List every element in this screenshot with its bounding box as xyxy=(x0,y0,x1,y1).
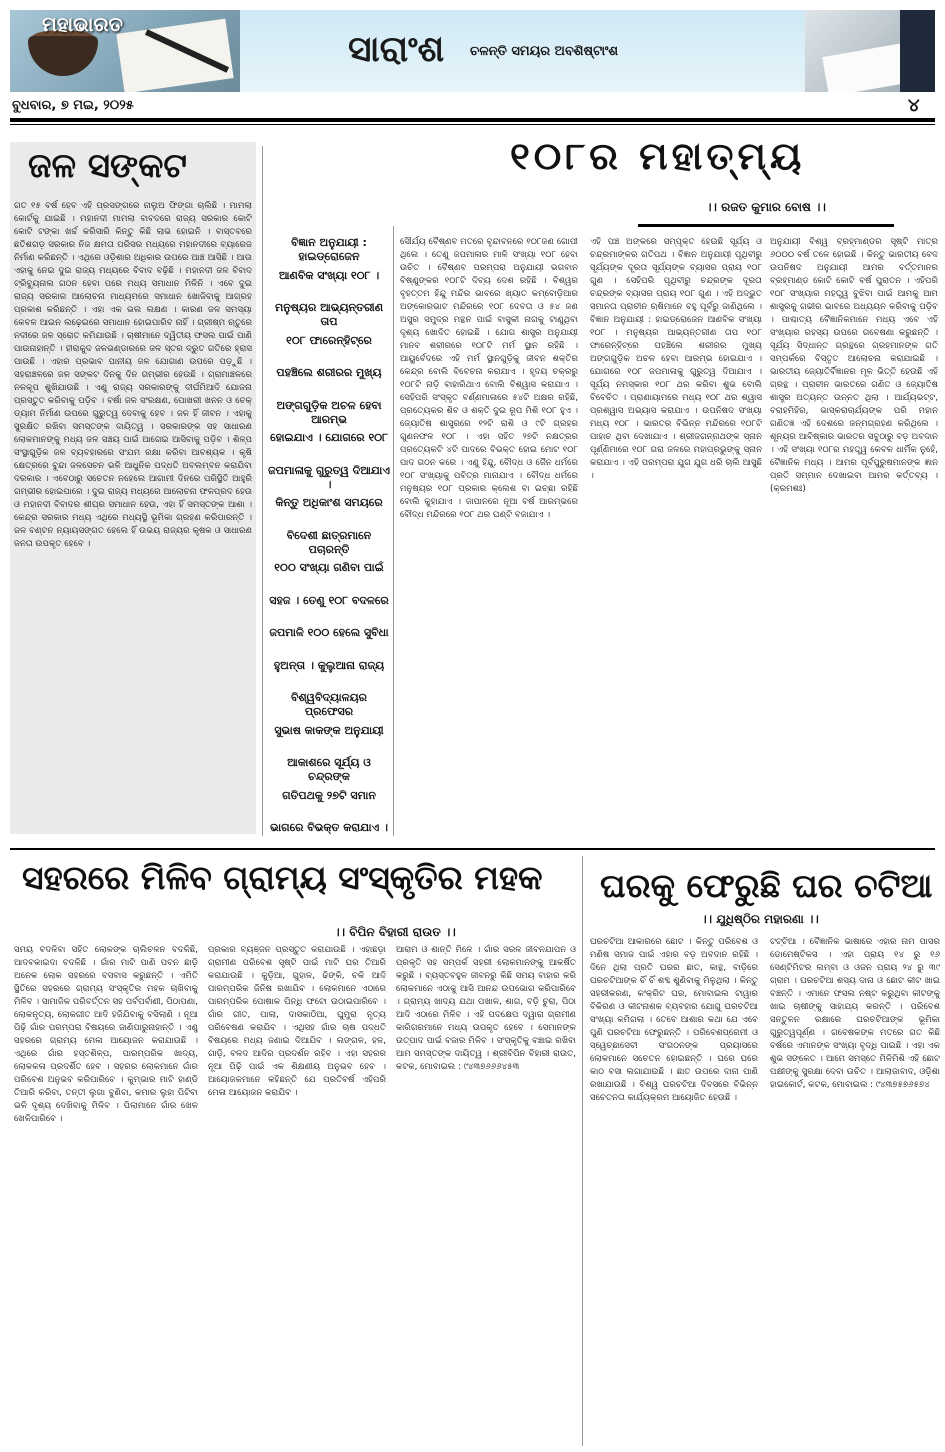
keyword-line: ସୁଭାଷ କାକଙ୍କ ଅନୁଯାୟୀ xyxy=(274,723,384,737)
section-title: ସାରାଂଶ xyxy=(348,28,445,70)
keyword-line: ଗତିପଥକୁ ୨୭ଟି ସମାନ xyxy=(282,788,376,802)
keyword-line: ଜପମାଳି ୧୦୦ ହେଲେ ସୁବିଧା xyxy=(269,626,389,639)
column-divider xyxy=(393,226,394,836)
keyword-line: ଜପମାଳାକୁ ଗୁରୁତ୍ୱ ଦିଆଯାଏ । xyxy=(268,463,390,491)
column-divider xyxy=(582,856,583,1446)
keyword-line: ଭାଗରେ ବିଭକ୍ତ କରାଯାଏ । xyxy=(269,821,389,834)
masthead-banner xyxy=(10,10,935,92)
feature-column-2: ଏହି ପଞ୍ଚ ଅଙ୍କରେ ସମ୍ପୃକ୍ତ ହେଉଛି ସୂର୍ଯ୍ୟ ଓ ଚନ୍ଦ୍ରମାଙ୍କର ଗତିପଥ । ବିଜ୍ଞାନ ଅନୁଯାୟୀ ପୃଥିବୀରୁ ସୂର୍ଯ୍ୟଙ୍କ ଦୂରତା ସୂର୍ଯ୍ୟଙ୍କ ବ୍ୟାସର ପ୍ରାୟ ୧୦୮ ଗୁଣ । ସେହିପରି ପୃଥିବୀରୁ ଚନ୍ଦ୍ରଙ୍କ ଦୂରତା ଚନ୍ଦ୍ରଙ୍କ ବ୍ୟାସର ପ୍ରାୟ ୧୦୮ ଗୁଣ । ଏହି ଅଦ୍ଭୁତ ସମାନତା ପ୍ରାଚୀନ ଋଷିମାନେ ବହୁ ପୂର୍ବରୁ ଜାଣିଥିଲେ । ବିଜ୍ଞାନ ଅନୁଯାୟୀ : ହାଇଡ୍ରୋଜେନ ଆଣବିକ ସଂଖ୍ୟା ୧୦୮ । ମନୁଷ୍ୟର ଆଭ୍ୟନ୍ତରୀଣ ତାପ ୧୦୮ ଫାରେନ୍‌ହିଟ୍‌ରେ ପହଞ୍ଚିଲେ ଶରୀରର ମୁଖ୍ୟ ଅଙ୍ଗଗୁଡ଼ିକ ଅଚଳ ହେବା ଆରମ୍ଭ ହୋଇଯାଏ । ଯୋଗରେ ୧୦୮ ଜପମାଳାକୁ ଗୁରୁତ୍ୱ ଦିଆଯାଏ । ସୂର୍ଯ୍ୟ ନମସ୍କାର ୧୦୮ ଥର କରିବା ଶୁଭ ବୋଲି ବିବେଚିତ । ପ୍ରାଣାୟାମରେ ମଧ୍ୟ ୧୦୮ ଥର ଶ୍ୱାସ ପ୍ରଶ୍ୱାସ ଅଭ୍ୟାସ କରାଯାଏ । ଉପନିଷଦ ସଂଖ୍ୟା ମଧ୍ୟ ୧୦୮ । ଭାରତର ବିଭିନ୍ନ ମନ୍ଦିରରେ ୧୦୮ଟି ପାହାଚ ଥିବା ଦେଖାଯାଏ । ଶ୍ରୀଜଗନ୍ନାଥଙ୍କ ସ୍ନାନ ପୂର୍ଣ୍ଣିମାରେ ୧୦୮ ଗରା ଜଳରେ ମହାପ୍ରଭୁଙ୍କୁ ସ୍ନାନ କରାଯାଏ । ଏହି ପରମ୍ପରା ଯୁଗ ଯୁଗ ଧରି ଚାଲି ଆସୁଛି । xyxy=(590,237,762,481)
header-rule-thin xyxy=(10,124,935,125)
editorial-title: ଜଳ ସଙ୍କଟ xyxy=(28,146,187,186)
keyword-line: ହୁଅନ୍ତା । କୁଲୁଆନା ରାଜ୍ୟ xyxy=(273,658,385,672)
article-left-column-3: ଆରାମ ଓ ଶାନ୍ତି ମିଳେ । ଗାଁର ସରଳ ଜୀବନଯାପନ ଓ ପ୍ରକୃତି ସହ ସମ୍ପର୍କ ସହରୀ ଲୋକମାନଙ୍କୁ ଆକର୍ଷିତ କରୁଛି । ବ୍ୟସ୍ତବହୁଳ ଜୀବନରୁ କିଛି ସମୟ ବାହାର କରି ଲୋକମାନେ ଏଠାକୁ ଆସି ଆନନ୍ଦ ଉପଭୋଗ କରିପାରିବେ । ଗ୍ରାମ୍ୟ ଖାଦ୍ୟ ଯଥା ପଖାଳ, ଶାଗ, ବଡ଼ି ଚୁରା, ପିଠା ଆଦି ଏଠାରେ ମିଳିବ । ଏହି ପଦକ୍ଷେପ ଦ୍ୱାରା ଗ୍ରାମୀଣ କାରିଗରମାନେ ମଧ୍ୟ ଉପକୃତ ହେବେ । ସେମାନଙ୍କ ଉତ୍ପାଦ ପାଇଁ ବଜାର ମିଳିବ । ସଂସ୍କୃତିକୁ ବଞ୍ଚାଇ ରଖିବା ଆମ ସମସ୍ତଙ୍କ ଦାୟିତ୍ୱ । ଶ୍ରୀବିପିନ ବିହାରୀ ରାଉତ, କଟକ, ମୋବାଇଲ : ୯୪୩୭୬୬୬୪୫୩ xyxy=(396,945,576,1072)
keyword-line: ୧୦୦ ସଂଖ୍ୟା ଗଣିବା ପାଇଁ xyxy=(274,561,384,574)
keyword-line: କିନ୍ତୁ ଅଧିକାଂଶ ସମୟରେ xyxy=(275,496,383,509)
keyword-line: ଆକାଶରେ ସୂର୍ଯ୍ୟ ଓ ଚନ୍ଦ୍ରଙ୍କ xyxy=(287,756,371,783)
keyword-line: ବିଶ୍ୱବିଦ୍ୟାଳୟର ପ୍ରଫେସର xyxy=(291,691,367,718)
article-byline-right: ।। ଯୁଧିଷ୍ଠିର ମହାରଣା ।। xyxy=(701,912,819,926)
header-rule xyxy=(10,118,935,122)
article-left-column-2: ପ୍ରକାର ବ୍ୟଞ୍ଜନ ପ୍ରସ୍ତୁତ କରାଯାଉଛି । ଏହାଛଡ଼ା ଗ୍ରାମୀଣ ପରିବେଶ ସୃଷ୍ଟି ପାଇଁ ମାଟି ଘର ତିଆରି କରାଯାଉଛି । କୁଡ଼ିଆ, ଗୁହାଳ, ଢିଙ୍କି, ଚକି ଆଦି ପାରମ୍ପରିକ ଜିନିଷ ରଖାଯିବ । ଲୋକମାନେ ଏଠାରେ ପାରମ୍ପରିକ ପୋଷାକ ପିନ୍ଧି ଫଟୋ ଉଠାଇପାରିବେ । ଗାଁର ଗୀତ, ପାଲା, ଦାସକାଠିଆ, ଘୁମୁରା ନୃତ୍ୟ ପରିବେଷଣ କରାଯିବ । ଏଥିସହ ଗାଁର ଚାଷ ପଦ୍ଧତି ବିଷୟରେ ମଧ୍ୟ ଜଣାଇ ଦିଆଯିବ । ଲଙ୍ଗଳ, ହଳ, ଗାଡ଼ି, ବଳଦ ଆଦିର ପ୍ରଦର୍ଶନ ରହିବ । ଏହା ସହରର ନୂଆ ପିଢ଼ି ପାଇଁ ଏକ ଶିକ୍ଷଣୀୟ ଅନୁଭବ ହେବ । ଆୟୋଜକମାନେ କହିଛନ୍ତି ଯେ ପ୍ରତିବର୍ଷ ଏହିପରି ମେଳା ଆୟୋଜନ କରାଯିବ । xyxy=(208,945,386,1098)
keyword-line: ସହଜ । ତେଣୁ ୧୦୮ ବଦଳରେ xyxy=(269,593,389,607)
sleeve-image xyxy=(900,10,935,92)
issue-date: ବୁଧବାର, ୭ ମଇ, ୨୦୨୫ xyxy=(12,98,134,113)
editorial-body: ଗତ ୧୫ ବର୍ଷ ହେବ ଏହି ପ୍ରସଙ୍ଗରେ ନାଲୁଅ ଫିଙ୍ଗା ଚାଲିଛି । ମାମଲା କୋର୍ଟକୁ ଯାଇଛି । ମହାନଦୀ ମାମଲା ବାବଦରେ ରାଜ୍ୟ ସରକାର କୋଟି କୋଟି ଟଙ୍କା ଖର୍ଚ୍ଚ କରିସାରି କିନ୍ତୁ କିଛି ଲାଭ ହୋଇନି । ବାସ୍ତବରେ ଛତିଶଗଡ଼ ସରକାର ନିଜ କ୍ଷମତା ପରିସର ମଧ୍ୟରେ ମହାନଦୀରେ ବ୍ୟାରେଜ ନିର୍ମାଣ କରିଛନ୍ତି । ଏଥିରେ ଓଡ଼ିଶାର ଅଧିକାର ଉପରେ ଆଞ୍ଚ ଆସିଛି । ଆଉ ଏହାକୁ ନେଇ ଦୁଇ ରାଜ୍ୟ ମଧ୍ୟରେ ବିବାଦ ବଢ଼ିଛି । ମହାନଦୀ ଜଳ ବିବାଦ ଟ୍ରିବ୍ୟୁନାଲ ଗଠନ ହେବା ପରେ ମଧ୍ୟ ସମାଧାନ ମିଳିନି । ଏବେ ଦୁଇ ରାଜ୍ୟ ସରକାର ଆଲୋଚନା ମାଧ୍ୟମରେ ସମାଧାନ ଖୋଜିବାକୁ ଆଗ୍ରହ ପ୍ରକାଶ କରିଛନ୍ତି । ଏହା ଏକ ଭଲ ଲକ୍ଷଣ । କାରଣ ଜଳ ସମସ୍ୟା କେବଳ ଆଇନ ଲଢ଼େଇରେ ସମାଧାନ ହୋଇପାରିବ ନାହିଁ । ଗ୍ରୀଷ୍ମ ଋତୁରେ ନଦୀରେ ଜଳ ସ୍ରୋତ କମିଯାଉଛି । ଚାଷୀମାନେ ଦ୍ୱିତୀୟ ଫସଲ ପାଇଁ ପାଣି ପାଉନାହାନ୍ତି । ହୀରାକୁଦ ଜଳଭଣ୍ଡାରରେ ଜଳ ସ୍ତର ଦ୍ରୁତ ଗତିରେ ହ୍ରାସ ପାଉଛି । ଏହାର ପ୍ରଭାବ ପାନୀୟ ଜଳ ଯୋଗାଣ ଉପରେ ପଡ଼ୁଛି । ସହରାଞ୍ଚଳରେ ଜଳ ସଙ୍କଟ ଦିନକୁ ଦିନ ଗମ୍ଭୀର ହେଉଛି । ଗ୍ରାମାଞ୍ଚଳରେ ନଳକୂପ ଶୁଖିଯାଉଛି । ଏଣୁ ରାଜ୍ୟ ସରକାରଙ୍କୁ ଦୀର୍ଘମିଆଦି ଯୋଜନା ପ୍ରସ୍ତୁତ କରିବାକୁ ପଡ଼ିବ । ବର୍ଷା ଜଳ ସଂରକ୍ଷଣ, ପୋଖରୀ ଖନନ ଓ ଚେକ୍ ଡ୍ୟାମ ନିର୍ମାଣ ଉପରେ ଗୁରୁତ୍ୱ ଦେବାକୁ ହେବ । ଜଳ ହିଁ ଜୀବନ । ଏହାକୁ ସୁରକ୍ଷିତ ରଖିବା ସମସ୍ତଙ୍କ ଦାୟିତ୍ୱ । ସରକାରଙ୍କ ସହ ସାଧାରଣ ଲୋକମାନଙ୍କୁ ମଧ୍ୟ ଜଳ ସଞ୍ଚୟ ପାଇଁ ଆଗେଇ ଆସିବାକୁ ପଡ଼ିବ । ଶିଳ୍ପ ସଂସ୍ଥାଗୁଡ଼ିକ ଜଳ ବ୍ୟବହାରରେ ସଂଯମ ରକ୍ଷା କରିବା ଆବଶ୍ୟକ । କୃଷି କ୍ଷେତ୍ରରେ ବୁନ୍ଦା ଜଳସେଚନ ଭଳି ଆଧୁନିକ ପଦ୍ଧତି ଅବଲମ୍ବନ କରାଯିବା ଦରକାର । ଏବେଠାରୁ ସଚେତନ ନହେଲେ ଆଗାମୀ ଦିନରେ ପରିସ୍ଥିତି ଆହୁରି ଗମ୍ଭୀର ହୋଇପାରେ । ଦୁଇ ରାଜ୍ୟ ମଧ୍ୟରେ ଆଲୋଚନା ଫଳପ୍ରଦ ହେଉ ଓ ମହାନଦୀ ବିବାଦର ଶୀଘ୍ର ସମାଧାନ ହେଉ, ଏହା ହିଁ ସମସ୍ତଙ୍କ ଆଶା । କେନ୍ଦ୍ର ସରକାର ମଧ୍ୟ ଏଥିରେ ମଧ୍ୟସ୍ଥି ଭୂମିକା ଗ୍ରହଣ କରିପାରନ୍ତି । ଜଳ ବଣ୍ଟନ ନ୍ୟାୟସଙ୍ଗତ ହେଲେ ହିଁ ଉଭୟ ରାଜ୍ୟର କୃଷକ ଓ ସାଧାରଣ ଜନତା ଉପକୃତ ହେବେ । xyxy=(14,201,252,549)
article-right-column-1: ଘରଚଟିଆ ଆକାରରେ ଛୋଟ । କିନ୍ତୁ ପରିବେଶ ଓ ମଣିଷ ସମାଜ ପାଇଁ ଏହାର ବଡ଼ ଅବଦାନ ରହିଛି । ଦିନେ ଥିଲା ପ୍ରତି ଘରର ଛାତ, କାନ୍ଥ, ବାଡ଼ିରେ ଘରଚଟିଆଙ୍କ ଚିଁ ଚିଁ ଶବ୍ଦ ଶୁଣିବାକୁ ମିଳୁଥିଲା । କିନ୍ତୁ ସହରୀକରଣ, କଂକ୍ରିଟ ଘର, ମୋବାଇଲ ଟାୱାର ବିକିରଣ ଓ କୀଟନାଶକ ବ୍ୟବହାର ଯୋଗୁ ଘରଚଟିଆ ସଂଖ୍ୟା କମିଗଲା । ତେବେ ଆଶାର କଥା ଯେ ଏବେ ପୁଣି ଘରଚଟିଆ ଫେରୁଛନ୍ତି । ପରିବେଶପ୍ରେମୀ ଓ ସ୍ୱେଚ୍ଛାସେବୀ ସଂଗଠନଙ୍କ ପ୍ରୟାସରେ ଲୋକମାନେ ସଚେତନ ହୋଇଛନ୍ତି । ଘରେ ଘରେ କାଠ ବସା ଲଗାଯାଉଛି । ଛାତ ଉପରେ ଦାନା ପାଣି ରଖାଯାଉଛି । ବିଶ୍ୱ ଘରଚଟିଆ ଦିବସରେ ବିଭିନ୍ନ ସଚେତନତା କାର୍ଯ୍ୟକ୍ରମ ଆୟୋଜିତ ହେଉଛି । xyxy=(590,937,758,1103)
section-subtitle: ଚଳନ୍ତି ସମୟର ଅବଶିଷ୍ଟାଂଶ xyxy=(470,44,619,59)
byline-rule xyxy=(638,224,894,227)
feature-column-1: ସୌର୍ଯ୍ୟ ବୈଷ୍ଣବ ମତରେ ବୃନ୍ଦାବନରେ ୧୦୮ଜଣ ଗୋପୀ ଥିଲେ । ତେଣୁ ଜପମାଳାର ମାଳି ସଂଖ୍ୟା ୧୦୮ ହେବା ଉଚିତ । ବୈଷ୍ଣବ ପରମ୍ପରା ଅନୁଯାୟୀ ଭଗବାନ ବିଷ୍ଣୁଙ୍କର ୧୦୮ଟି ଦିବ୍ୟ ଦେଶ ରହିଛି । ବିଶ୍ୱର ବୃହତ୍ତମ ହିନ୍ଦୁ ମନ୍ଦିର ଭାବରେ ଖ୍ୟାତ କମ୍ବୋଡ଼ିଆର ଅଙ୍କୋରଭାଟ ମନ୍ଦିରରେ ୧୦୮ ଦେବତା ଓ ୫୪ ଜଣ ଅସୁର ସମୁଦ୍ର ମନ୍ଥନ ପାଇଁ ବାସୁକୀ ନାଗକୁ ଟାଣୁଥିବା ଦୃଶ୍ୟ ଖୋଦିତ ହୋଇଛି । ଯୋଗ ଶାସ୍ତ୍ର ଅନୁଯାୟୀ ମାନବ ଶରୀରରେ ୧୦୮ଟି ମର୍ମ ସ୍ଥାନ ରହିଛି । ଆୟୁର୍ବେଦରେ ଏହି ମର୍ମ ସ୍ଥାନଗୁଡ଼ିକୁ ଜୀବନ ଶକ୍ତିର କେନ୍ଦ୍ର ବୋଲି ବିବେଚନା କରାଯାଏ । ହୃଦୟ ଚକ୍ରରୁ ୧୦୮ଟି ନାଡ଼ି ବାହାରିଥାଏ ବୋଲି ବିଶ୍ୱାସ କରାଯାଏ । ସେହିପରି ସଂସ୍କୃତ ବର୍ଣ୍ଣମାଳାରେ ୫୪ଟି ଅକ୍ଷର ରହିଛି, ପ୍ରତ୍ୟେକର ଶିବ ଓ ଶକ୍ତି ଦୁଇ ରୂପ ମିଶି ୧୦୮ ହୁଏ । ଜ୍ୟୋତିଷ ଶାସ୍ତ୍ରରେ ୧୨ଟି ରାଶି ଓ ୯ଟି ଗ୍ରହର ଗୁଣନଫଳ ୧୦୮ । ଏହା ସହିତ ୨୭ଟି ନକ୍ଷତ୍ରର ପ୍ରତ୍ୟେକଟି ୪ଟି ପାଦରେ ବିଭକ୍ତ ହୋଇ ମୋଟ ୧୦୮ ପାଦ ଗଠନ କରେ । ଏଣୁ ହିନ୍ଦୁ, ବୌଦ୍ଧ ଓ ଜୈନ ଧର୍ମରେ ୧୦୮ ସଂଖ୍ୟାକୁ ପବିତ୍ର ମାନାଯାଏ । ବୌଦ୍ଧ ଧର୍ମରେ ମନୁଷ୍ୟର ୧୦୮ ପ୍ରକାର କ୍ଲେଶ ବା ଇଚ୍ଛା ରହିଛି ବୋଲି କୁହାଯାଏ । ଜାପାନରେ ନୂଆ ବର୍ଷ ଆରମ୍ଭରେ ବୌଦ୍ଧ ମନ୍ଦିରରେ ୧୦୮ ଥର ଘଣ୍ଟି ବଜାଯାଏ । xyxy=(400,237,578,520)
brand-logo: ମହାଭାରତ xyxy=(42,12,123,36)
keyword-line: ଅଙ୍ଗଗୁଡ଼ିକ ଅଚଳ ହେବା ଆରମ୍ଭ xyxy=(276,398,382,426)
keyword-line: ୧୦୮ ଫାରେନ୍‌ହିଟ୍‌ରେ xyxy=(286,333,372,347)
feature-column-3: ଅନୁଯାୟୀ ବିଶ୍ୱ ବ୍ରହ୍ମାଣ୍ଡର ସୃଷ୍ଟି ମାତ୍ର ୬୦୦୦ ବର୍ଷ ତଳେ ହୋଇଛି । କିନ୍ତୁ ଭାରତୀୟ ବେଦ ଉପନିଷଦ ଅନୁଯାୟୀ ଆମର ବର୍ତ୍ତମାନର ବ୍ରହ୍ମାଣ୍ଡ କୋଟି କୋଟି ବର୍ଷ ପୁରାତନ । ଏହିପରି ୧୦୮ ସଂଖ୍ୟାର ମହତ୍ତ୍ୱ ବୁଝିବା ପାଇଁ ଆମକୁ ଆମ ଶାସ୍ତ୍ରକୁ ଗଭୀର ଭାବରେ ଅଧ୍ୟୟନ କରିବାକୁ ପଡ଼ିବ । ପାଶ୍ଚାତ୍ୟ ବୈଜ୍ଞାନିକମାନେ ମଧ୍ୟ ଏବେ ଏହି ସଂଖ୍ୟାର ରହସ୍ୟ ଉପରେ ଗବେଷଣା କରୁଛନ୍ତି । ସୂର୍ଯ୍ୟ ସିଦ୍ଧାନ୍ତ ଗ୍ରନ୍ଥରେ ଗ୍ରହମାନଙ୍କ ଗତି ସମ୍ପର୍କରେ ବିସ୍ତୃତ ଆଲୋଚନା କରାଯାଇଛି । ଭାରତୀୟ ଜ୍ୟୋତିର୍ବିଜ୍ଞାନର ମୂଳ ଭିତ୍ତି ହେଉଛି ଏହି ଗ୍ରନ୍ଥ । ପ୍ରାଚୀନ ଭାରତରେ ଗଣିତ ଓ ଜ୍ୟୋତିଷ ଶାସ୍ତ୍ର ଅତ୍ୟନ୍ତ ଉନ୍ନତ ଥିଲା । ଆର୍ଯ୍ୟଭଟ୍ଟ, ବରାହମିହିର, ଭାସ୍କରାଚାର୍ଯ୍ୟଙ୍କ ପରି ମହାନ ଗଣିତଜ୍ଞ ଏହି ଦେଶରେ ଜନ୍ମଗ୍ରହଣ କରିଥିଲେ । ଶୂନ୍ୟର ଆବିଷ୍କାର ଭାରତର ସବୁଠାରୁ ବଡ଼ ଅବଦାନ । ଏହି ସଂଖ୍ୟା ୧୦୮ର ମହତ୍ତ୍ୱ କେବଳ ଧାର୍ମିକ ନୁହେଁ, ବୈଜ୍ଞାନିକ ମଧ୍ୟ । ଆମର ପୂର୍ବପୁରୁଷମାନଙ୍କ ଜ୍ଞାନ ପ୍ରତି ସମ୍ମାନ ଦେଖାଇବା ଆମର କର୍ତ୍ତବ୍ୟ । (କ୍ରମଶଃ) xyxy=(770,237,938,494)
keyword-line: ହୋଇଯାଏ । ଯୋଗରେ ୧୦୮ xyxy=(270,431,388,444)
feature-title: ୧୦୮ର ମହାତ୍ମ୍ୟ xyxy=(510,133,806,178)
keyword-line: ଆଣବିକ ସଂଖ୍ୟା ୧୦୮ । xyxy=(278,268,380,282)
keyword-line: ବିଦେଶୀ ଛାତ୍ରମାନେ ପଚାରନ୍ତି xyxy=(286,528,372,556)
feature-byline: ।। ରଜତ କୁମାର ବୋଷ ।। xyxy=(706,200,826,214)
section-rule xyxy=(10,848,935,850)
page-number: ୪ xyxy=(908,95,920,116)
keyword-line: ବିଜ୍ଞାନ ଅନୁଯାୟୀ : ହାଇଡ୍ରୋଜେନ xyxy=(291,236,367,263)
article-left-column-1: ସମୟ ବଦଳିବା ସହିତ ଲୋକଙ୍କ ଚାଲିଚଳନ ବଦଳିଛି, ଆଦବକାଇଦା ବଦଳିଛି । ଗାଁର ମାଟି ପାଣି ପବନ ଛାଡ଼ି ଅନେକ ଲୋକ ସହରରେ ବସବାସ କରୁଛନ୍ତି । ଏମିତି ସ୍ଥିତିରେ ସହରରେ ଗ୍ରାମ୍ୟ ସଂସ୍କୃତିର ମହକ ଚାଖିବାକୁ ମିଳିବ । ସାମାଜିକ ପରିବର୍ତ୍ତନ ସହ ପର୍ବପର୍ବାଣୀ, ପିଠାପଣା, ଲୋକନୃତ୍ୟ, ଲୋକଗୀତ ଆଦି ହଜିଯିବାକୁ ବସିଲାଣି । ନୂଆ ପିଢ଼ି ଗାଁର ପରମ୍ପରା ବିଷୟରେ ଜାଣିପାରୁନାହାନ୍ତି । ଏଣୁ ସହରରେ ଗ୍ରାମ୍ୟ ମେଳା ଆୟୋଜନ କରାଯାଉଛି । ଏଥିରେ ଗାଁର ହସ୍ତଶିଳ୍ପ, ପାରମ୍ପରିକ ଖାଦ୍ୟ, ଲୋକକଳା ପ୍ରଦର୍ଶିତ ହେବ । ସହରର ଲୋକମାନେ ଗାଁର ପରିବେଶ ଅନୁଭବ କରିପାରିବେ । କୁମ୍ଭାର ମାଟି ହାଣ୍ଡି ତିଆରି କରିବା, ତନ୍ତୀ ଲୁଗା ବୁଣିବା, କମାର ଲୁହା ପିଟିବା ଭଳି ଦୃଶ୍ୟ ଦେଖିବାକୁ ମିଳିବ । ପିଲାମାନେ ଗାଁର ଖେଳ ଖେଳିପାରିବେ । xyxy=(14,945,198,1124)
article-title-right: ଘରକୁ ଫେରୁଛି ଘର ଚଟିଆ xyxy=(600,866,933,905)
keyword-line: ପହଞ୍ଚିଲେ ଶରୀରର ମୁଖ୍ୟ xyxy=(276,366,382,379)
article-title-left: ସହରରେ ମିଳିବ ଗ୍ରାମ୍ୟ ସଂସ୍କୃତିର ମହକ xyxy=(22,858,543,897)
article-byline-left: ।। ବିପିନ ବିହାରୀ ରାଉତ ।। xyxy=(334,925,456,939)
keyword-line: ମନୁଷ୍ୟର ଆଭ୍ୟନ୍ତରୀଣ ତାପ xyxy=(274,301,384,328)
article-right-column-2: ଟଟ୍ଟିଆ । ବୈଜ୍ଞାନିକ ଭାଷାରେ ଏହାର ନାମ ପାସର ଡୋମେଷ୍ଟିକସ । ଏହା ପ୍ରାୟ ୧୪ ରୁ ୧୬ ସେଣ୍ଟିମିଟର ଲମ୍ବା ଓ ଓଜନ ପ୍ରାୟ ୨୪ ରୁ ୩୯ ଗ୍ରାମ । ଘରଚଟିଆ ଶସ୍ୟ ଦାନା ଓ ଛୋଟ କୀଟ ଖାଇ ବଞ୍ଚନ୍ତି । ଏମାନେ ଫସଲ ନଷ୍ଟ କରୁଥିବା କୀଟଙ୍କୁ ଖାଇ ଚାଷୀଙ୍କୁ ସାହାଯ୍ୟ କରନ୍ତି । ପରିବେଶ ସନ୍ତୁଳନ ରକ୍ଷାରେ ଘରଚଟିଆଙ୍କ ଭୂମିକା ଗୁରୁତ୍ୱପୂର୍ଣ୍ଣ । ଗବେଷକଙ୍କ ମତରେ ଗତ କିଛି ବର୍ଷରେ ଏମାନଙ୍କ ସଂଖ୍ୟା ବୃଦ୍ଧି ପାଇଛି । ଏହା ଏକ ଶୁଭ ସଙ୍କେତ । ଆମେ ସମସ୍ତେ ମିଳିମିଶି ଏହି ଛୋଟ ପକ୍ଷୀଙ୍କୁ ସୁରକ୍ଷା ଦେବା ଉଚିତ । ଆଲାଜାବାଦ, ଓଡ଼ିଶା ହାଇକୋର୍ଟ, କଟକ, ମୋବାଇଲ : ୯୪୩୭୫୭୬୫୭୪ xyxy=(770,937,940,1090)
column-divider xyxy=(262,146,263,836)
